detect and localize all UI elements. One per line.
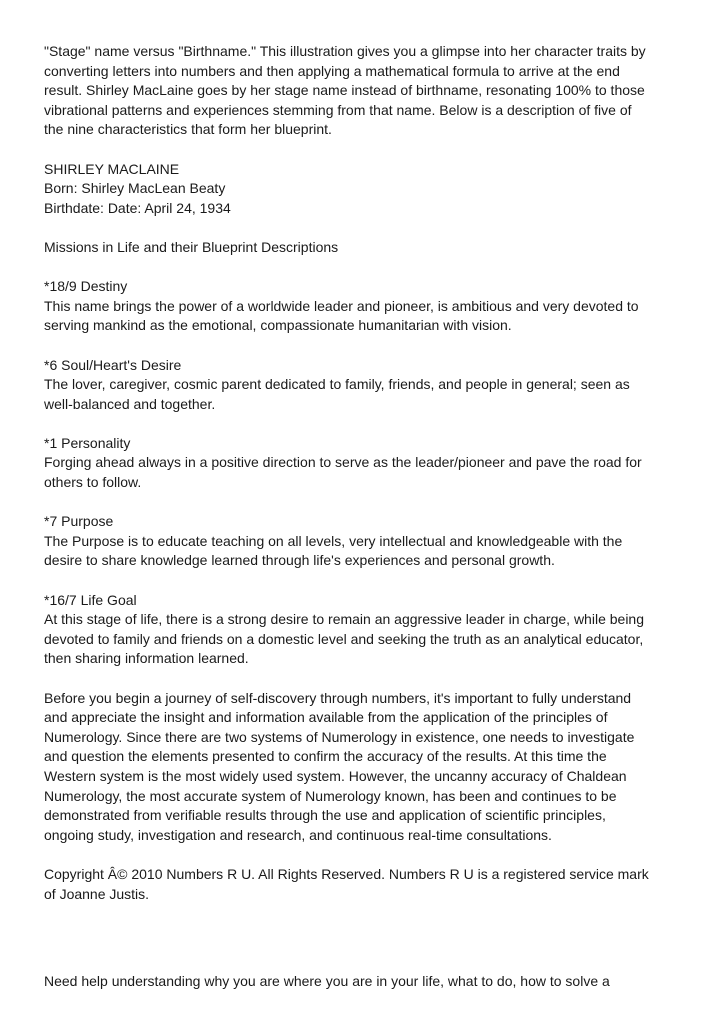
intro-line: the nine characteristics that form her blueprint.: [44, 121, 332, 138]
subject-block: [44, 160, 694, 219]
closing-line: and appreciate the insight and information available from the application of the principles of: [44, 709, 608, 726]
copyright-line: Copyright Â© 2010 Numbers R U. All Rights Reserved. Numbers R U is a registered service mark: [44, 865, 649, 882]
document-body: [44, 42, 694, 924]
trait-title: *7 Purpose: [44, 513, 114, 530]
closing-paragraph: [44, 689, 694, 846]
intro-line: result. Shirley MacLaine goes by her stage name instead of birthname, resonating 100% to those: [44, 82, 645, 99]
closing-line: Numerology, the most accurate system of Numerology known, has been and continues to be: [44, 787, 617, 804]
copyright-notice: [44, 865, 694, 904]
trait-title: *18/9 Destiny: [44, 278, 128, 295]
trait-title: *16/7 Life Goal: [44, 591, 137, 608]
intro-line: vibrational patterns and experiences stemming from that name. Below is a description of five of: [44, 101, 632, 118]
closing-line: Numerology. Since there are two systems of Numerology in existence, one needs to investigate: [44, 728, 635, 745]
closing-line: Western system is the most widely used system. However, the uncanny accuracy of Chaldean: [44, 767, 627, 784]
trait-line: Forging ahead always in a positive direction to serve as the leader/pioneer and pave the road for: [44, 454, 642, 471]
closing-line: ongoing study, investigation and research, and continuous real-time consultations.: [44, 826, 552, 843]
trait-line: devoted to family and friends on a domestic level and seeking the truth as an analytical educator,: [44, 630, 644, 647]
subject-born: Born: Shirley MacLean Beaty: [44, 180, 226, 197]
trait-soul-heart-desire: [44, 356, 694, 415]
trait-life-goal: [44, 591, 694, 669]
trait-line: The lover, caregiver, cosmic parent dedicated to family, friends, and people in general; seen as: [44, 376, 630, 393]
trait-line: The Purpose is to educate teaching on all levels, very intellectual and knowledgeable with the: [44, 532, 623, 549]
trait-line: serving mankind as the emotional, compassionate humanitarian with vision.: [44, 317, 512, 334]
trait-personality: [44, 434, 694, 493]
trait-line: well-balanced and together.: [44, 395, 216, 412]
trait-purpose: [44, 512, 694, 571]
subject-name: SHIRLEY MACLAINE: [44, 160, 180, 177]
subject-birthdate: Birthdate: Date: April 24, 1934: [44, 199, 231, 216]
intro-line: converting letters into numbers and then applying a mathematical formula to arrive at the end: [44, 62, 620, 79]
missions-heading: [44, 238, 694, 258]
intro-paragraph: [44, 42, 694, 140]
trait-line: then sharing information learned.: [44, 650, 249, 667]
copyright-line: of Joanne Justis.: [44, 885, 150, 902]
trait-line: This name brings the power of a worldwide leader and pioneer, is ambitious and very devoted to: [44, 297, 639, 314]
closing-line: Before you begin a journey of self-discovery through numbers, it's important to fully understand: [44, 689, 632, 706]
footer-line: Need help understanding why you are where you are in your life, what to do, how to solve a: [44, 973, 610, 989]
trait-line: At this stage of life, there is a strong desire to remain an aggressive leader in charge, while being: [44, 611, 644, 628]
trait-destiny: [44, 277, 694, 336]
closing-line: and question the elements presented to confirm the accuracy of the results. At this time the: [44, 748, 607, 765]
closing-line: demonstrated from verifiable results through the use and application of scientific principles,: [44, 807, 606, 824]
trait-line: others to follow.: [44, 474, 142, 491]
missions-heading-text: Missions in Life and their Blueprint Descriptions: [44, 238, 339, 255]
intro-line: "Stage" name versus "Birthname." This illustration gives you a glimpse into her character traits by: [44, 43, 646, 59]
trait-title: *1 Personality: [44, 434, 131, 451]
trait-title: *6 Soul/Heart's Desire: [44, 356, 182, 373]
trait-line: desire to share knowledge learned through life's experiences and personal growth.: [44, 552, 555, 569]
